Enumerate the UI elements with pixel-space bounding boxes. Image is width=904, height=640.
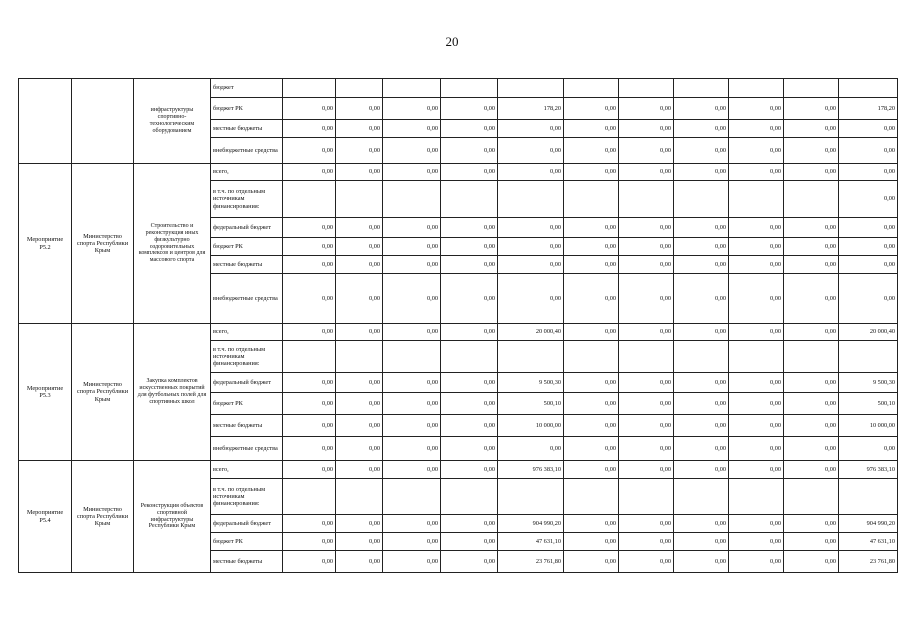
amount-cell: 0,00 bbox=[784, 461, 839, 479]
amount-cell bbox=[784, 479, 839, 515]
amount-cell: 0,00 bbox=[619, 120, 674, 138]
amount-cell bbox=[839, 79, 898, 98]
amount-cell bbox=[619, 79, 674, 98]
amount-cell: 0,00 bbox=[283, 415, 336, 437]
amount-cell: 0,00 bbox=[564, 324, 619, 341]
amount-cell bbox=[729, 181, 784, 218]
amount-cell: 0,00 bbox=[441, 256, 498, 274]
amount-cell: 0,00 bbox=[498, 218, 564, 238]
amount-cell: 0,00 bbox=[674, 515, 729, 533]
amount-cell: 23 761,80 bbox=[839, 551, 898, 573]
amount-cell: 0,00 bbox=[564, 238, 619, 256]
responsible-cell: Министерство спорта Республики Крым bbox=[72, 164, 134, 324]
amount-cell bbox=[283, 181, 336, 218]
amount-cell: 0,00 bbox=[619, 415, 674, 437]
funding-source-cell: в т.ч. по отдельным источникам финансирования: bbox=[211, 341, 283, 373]
amount-cell: 0,00 bbox=[441, 437, 498, 461]
amount-cell: 976 383,10 bbox=[498, 461, 564, 479]
amount-cell bbox=[729, 479, 784, 515]
amount-cell: 0,00 bbox=[729, 393, 784, 415]
amount-cell: 0,00 bbox=[441, 415, 498, 437]
amount-cell: 0,00 bbox=[283, 373, 336, 393]
amount-cell: 0,00 bbox=[283, 98, 336, 120]
amount-cell: 0,00 bbox=[619, 373, 674, 393]
amount-cell: 0,00 bbox=[383, 164, 441, 181]
amount-cell: 0,00 bbox=[564, 393, 619, 415]
amount-cell bbox=[336, 181, 383, 218]
amount-cell: 0,00 bbox=[336, 274, 383, 324]
amount-cell: 0,00 bbox=[619, 256, 674, 274]
amount-cell: 0,00 bbox=[839, 164, 898, 181]
measure-code-cell bbox=[19, 79, 72, 164]
funding-source-cell: местные бюджеты bbox=[211, 415, 283, 437]
measure-name-cell: Строительство и реконструкция иных физкультурно оздоровительных комплексов и центров для массового спорта bbox=[134, 164, 211, 324]
amount-cell: 0,00 bbox=[839, 138, 898, 164]
amount-cell: 23 761,80 bbox=[498, 551, 564, 573]
amount-cell: 0,00 bbox=[839, 274, 898, 324]
amount-cell bbox=[383, 341, 441, 373]
amount-cell: 0,00 bbox=[564, 437, 619, 461]
amount-cell: 500,10 bbox=[839, 393, 898, 415]
amount-cell: 0,00 bbox=[729, 120, 784, 138]
amount-cell: 0,00 bbox=[619, 393, 674, 415]
amount-cell: 0,00 bbox=[839, 181, 898, 218]
table-row bbox=[19, 79, 898, 98]
amount-cell: 0,00 bbox=[729, 515, 784, 533]
amount-cell: 0,00 bbox=[674, 218, 729, 238]
amount-cell: 0,00 bbox=[383, 373, 441, 393]
amount-cell: 0,00 bbox=[619, 98, 674, 120]
financing-table bbox=[18, 78, 898, 573]
amount-cell: 0,00 bbox=[839, 120, 898, 138]
funding-source-cell: бюджет РК bbox=[211, 533, 283, 551]
responsible-cell bbox=[72, 79, 134, 164]
amount-cell: 0,00 bbox=[784, 324, 839, 341]
amount-cell: 0,00 bbox=[619, 164, 674, 181]
amount-cell: 0,00 bbox=[441, 98, 498, 120]
amount-cell: 0,00 bbox=[383, 461, 441, 479]
amount-cell: 0,00 bbox=[674, 238, 729, 256]
amount-cell: 0,00 bbox=[564, 415, 619, 437]
amount-cell: 0,00 bbox=[619, 437, 674, 461]
amount-cell: 47 631,10 bbox=[498, 533, 564, 551]
amount-cell: 0,00 bbox=[564, 373, 619, 393]
amount-cell: 0,00 bbox=[619, 218, 674, 238]
amount-cell: 0,00 bbox=[784, 238, 839, 256]
amount-cell bbox=[564, 479, 619, 515]
amount-cell: 0,00 bbox=[336, 533, 383, 551]
amount-cell: 0,00 bbox=[336, 551, 383, 573]
amount-cell: 0,00 bbox=[729, 461, 784, 479]
amount-cell: 0,00 bbox=[619, 324, 674, 341]
amount-cell: 0,00 bbox=[383, 218, 441, 238]
measure-name-cell: инфраструктуры спортивно-технологическим оборудованием bbox=[134, 79, 211, 164]
amount-cell: 0,00 bbox=[839, 238, 898, 256]
amount-cell: 904 990,20 bbox=[498, 515, 564, 533]
amount-cell: 0,00 bbox=[784, 515, 839, 533]
amount-cell: 0,00 bbox=[441, 533, 498, 551]
funding-source-cell: в т.ч. по отдельным источникам финансирования: bbox=[211, 479, 283, 515]
amount-cell: 0,00 bbox=[674, 437, 729, 461]
amount-cell: 0,00 bbox=[283, 218, 336, 238]
table-row bbox=[19, 324, 898, 341]
amount-cell: 0,00 bbox=[498, 274, 564, 324]
funding-source-cell: местные бюджеты bbox=[211, 120, 283, 138]
amount-cell: 0,00 bbox=[729, 551, 784, 573]
amount-cell: 0,00 bbox=[564, 274, 619, 324]
funding-source-cell: в т.ч. по отдельным источникам финансирования: bbox=[211, 181, 283, 218]
amount-cell bbox=[441, 341, 498, 373]
amount-cell: 0,00 bbox=[383, 238, 441, 256]
amount-cell bbox=[498, 181, 564, 218]
amount-cell bbox=[336, 479, 383, 515]
amount-cell: 10 000,00 bbox=[498, 415, 564, 437]
amount-cell bbox=[674, 341, 729, 373]
amount-cell: 0,00 bbox=[784, 120, 839, 138]
funding-source-cell: бюджет РК bbox=[211, 238, 283, 256]
amount-cell: 0,00 bbox=[674, 138, 729, 164]
amount-cell: 0,00 bbox=[336, 120, 383, 138]
amount-cell: 0,00 bbox=[564, 256, 619, 274]
amount-cell bbox=[283, 341, 336, 373]
amount-cell: 0,00 bbox=[336, 164, 383, 181]
amount-cell: 0,00 bbox=[383, 393, 441, 415]
amount-cell bbox=[441, 181, 498, 218]
amount-cell: 0,00 bbox=[336, 461, 383, 479]
funding-source-cell: местные бюджеты bbox=[211, 551, 283, 573]
amount-cell: 0,00 bbox=[674, 324, 729, 341]
funding-source-cell: федеральный бюджет bbox=[211, 373, 283, 393]
amount-cell bbox=[564, 79, 619, 98]
amount-cell: 0,00 bbox=[336, 256, 383, 274]
amount-cell: 178,20 bbox=[498, 98, 564, 120]
funding-source-cell: внебюджетные средства bbox=[211, 437, 283, 461]
amount-cell: 0,00 bbox=[729, 274, 784, 324]
funding-source-cell: всего, bbox=[211, 461, 283, 479]
amount-cell: 0,00 bbox=[839, 437, 898, 461]
amount-cell: 0,00 bbox=[383, 138, 441, 164]
amount-cell bbox=[729, 341, 784, 373]
funding-source-cell: внебюджетные средства bbox=[211, 274, 283, 324]
amount-cell: 0,00 bbox=[383, 551, 441, 573]
amount-cell: 0,00 bbox=[336, 98, 383, 120]
amount-cell: 0,00 bbox=[383, 437, 441, 461]
amount-cell bbox=[383, 479, 441, 515]
amount-cell: 0,00 bbox=[498, 120, 564, 138]
amount-cell bbox=[441, 479, 498, 515]
amount-cell: 0,00 bbox=[283, 393, 336, 415]
amount-cell: 0,00 bbox=[383, 98, 441, 120]
amount-cell: 0,00 bbox=[283, 461, 336, 479]
amount-cell: 0,00 bbox=[619, 515, 674, 533]
amount-cell: 0,00 bbox=[674, 533, 729, 551]
funding-source-cell: всего, bbox=[211, 164, 283, 181]
amount-cell: 904 990,20 bbox=[839, 515, 898, 533]
amount-cell bbox=[336, 79, 383, 98]
amount-cell bbox=[564, 341, 619, 373]
responsible-cell: Министерство спорта Республики Крым bbox=[72, 324, 134, 461]
amount-cell: 0,00 bbox=[441, 324, 498, 341]
amount-cell: 0,00 bbox=[336, 324, 383, 341]
amount-cell bbox=[674, 79, 729, 98]
amount-cell: 0,00 bbox=[336, 393, 383, 415]
amount-cell: 0,00 bbox=[283, 274, 336, 324]
amount-cell: 0,00 bbox=[336, 437, 383, 461]
amount-cell: 0,00 bbox=[674, 98, 729, 120]
amount-cell: 0,00 bbox=[383, 274, 441, 324]
amount-cell bbox=[619, 479, 674, 515]
amount-cell: 500,10 bbox=[498, 393, 564, 415]
funding-source-cell: местные бюджеты bbox=[211, 256, 283, 274]
amount-cell: 47 631,10 bbox=[839, 533, 898, 551]
amount-cell: 0,00 bbox=[441, 393, 498, 415]
amount-cell bbox=[729, 79, 784, 98]
amount-cell: 0,00 bbox=[283, 164, 336, 181]
amount-cell: 0,00 bbox=[674, 164, 729, 181]
amount-cell: 0,00 bbox=[784, 373, 839, 393]
amount-cell: 0,00 bbox=[784, 437, 839, 461]
table-body bbox=[19, 79, 898, 573]
amount-cell: 0,00 bbox=[336, 238, 383, 256]
amount-cell: 0,00 bbox=[336, 515, 383, 533]
amount-cell: 0,00 bbox=[383, 324, 441, 341]
funding-source-cell: бюджет РК bbox=[211, 98, 283, 120]
amount-cell: 0,00 bbox=[441, 138, 498, 164]
amount-cell bbox=[498, 479, 564, 515]
measure-code-cell: Мероприятие P5.4 bbox=[19, 461, 72, 573]
amount-cell: 0,00 bbox=[383, 533, 441, 551]
amount-cell: 0,00 bbox=[784, 393, 839, 415]
amount-cell: 0,00 bbox=[674, 393, 729, 415]
page-number: 20 bbox=[445, 34, 459, 49]
amount-cell: 0,00 bbox=[283, 138, 336, 164]
amount-cell: 0,00 bbox=[441, 164, 498, 181]
amount-cell: 0,00 bbox=[283, 238, 336, 256]
amount-cell: 0,00 bbox=[336, 138, 383, 164]
amount-cell: 0,00 bbox=[283, 533, 336, 551]
amount-cell: 0,00 bbox=[441, 218, 498, 238]
amount-cell bbox=[383, 79, 441, 98]
amount-cell: 0,00 bbox=[839, 256, 898, 274]
amount-cell: 0,00 bbox=[784, 256, 839, 274]
funding-source-cell: федеральный бюджет bbox=[211, 515, 283, 533]
amount-cell: 0,00 bbox=[729, 218, 784, 238]
amount-cell: 0,00 bbox=[564, 461, 619, 479]
amount-cell: 0,00 bbox=[674, 256, 729, 274]
amount-cell: 976 383,10 bbox=[839, 461, 898, 479]
amount-cell bbox=[498, 341, 564, 373]
amount-cell: 0,00 bbox=[283, 437, 336, 461]
amount-cell: 0,00 bbox=[564, 533, 619, 551]
amount-cell: 0,00 bbox=[564, 120, 619, 138]
amount-cell: 0,00 bbox=[564, 515, 619, 533]
amount-cell: 0,00 bbox=[729, 324, 784, 341]
amount-cell bbox=[784, 181, 839, 218]
amount-cell: 0,00 bbox=[619, 238, 674, 256]
amount-cell: 9 500,30 bbox=[839, 373, 898, 393]
amount-cell: 20 000,40 bbox=[839, 324, 898, 341]
amount-cell: 9 500,30 bbox=[498, 373, 564, 393]
amount-cell: 0,00 bbox=[564, 551, 619, 573]
amount-cell: 0,00 bbox=[564, 138, 619, 164]
amount-cell: 0,00 bbox=[619, 551, 674, 573]
amount-cell: 0,00 bbox=[283, 256, 336, 274]
amount-cell: 0,00 bbox=[498, 164, 564, 181]
amount-cell: 0,00 bbox=[674, 373, 729, 393]
amount-cell: 0,00 bbox=[729, 415, 784, 437]
funding-source-cell: бюджет bbox=[211, 79, 283, 98]
table-row bbox=[19, 164, 898, 181]
amount-cell: 0,00 bbox=[283, 515, 336, 533]
amount-cell: 0,00 bbox=[784, 218, 839, 238]
amount-cell: 0,00 bbox=[383, 515, 441, 533]
amount-cell: 0,00 bbox=[441, 238, 498, 256]
amount-cell: 0,00 bbox=[784, 415, 839, 437]
amount-cell: 0,00 bbox=[564, 164, 619, 181]
amount-cell bbox=[336, 341, 383, 373]
funding-source-cell: федеральный бюджет bbox=[211, 218, 283, 238]
amount-cell bbox=[619, 341, 674, 373]
amount-cell bbox=[383, 181, 441, 218]
amount-cell: 0,00 bbox=[498, 437, 564, 461]
amount-cell: 0,00 bbox=[729, 533, 784, 551]
funding-source-cell: внебюджетные средства bbox=[211, 138, 283, 164]
amount-cell bbox=[498, 79, 564, 98]
amount-cell bbox=[441, 79, 498, 98]
amount-cell: 0,00 bbox=[619, 461, 674, 479]
amount-cell: 0,00 bbox=[441, 461, 498, 479]
amount-cell bbox=[619, 181, 674, 218]
amount-cell: 0,00 bbox=[283, 324, 336, 341]
amount-cell: 0,00 bbox=[383, 256, 441, 274]
amount-cell: 0,00 bbox=[564, 98, 619, 120]
amount-cell bbox=[784, 79, 839, 98]
amount-cell: 0,00 bbox=[729, 164, 784, 181]
table-row bbox=[19, 461, 898, 479]
amount-cell: 0,00 bbox=[674, 120, 729, 138]
amount-cell: 0,00 bbox=[564, 218, 619, 238]
amount-cell: 0,00 bbox=[441, 551, 498, 573]
responsible-cell: Министерство спорта Республики Крым bbox=[72, 461, 134, 573]
amount-cell bbox=[564, 181, 619, 218]
amount-cell: 0,00 bbox=[784, 98, 839, 120]
amount-cell: 0,00 bbox=[441, 373, 498, 393]
amount-cell bbox=[283, 79, 336, 98]
amount-cell: 0,00 bbox=[674, 274, 729, 324]
amount-cell: 0,00 bbox=[784, 551, 839, 573]
amount-cell bbox=[674, 181, 729, 218]
amount-cell: 0,00 bbox=[498, 238, 564, 256]
amount-cell: 0,00 bbox=[729, 238, 784, 256]
amount-cell: 0,00 bbox=[729, 373, 784, 393]
amount-cell: 0,00 bbox=[283, 551, 336, 573]
amount-cell: 0,00 bbox=[784, 533, 839, 551]
amount-cell: 0,00 bbox=[441, 515, 498, 533]
amount-cell: 0,00 bbox=[619, 138, 674, 164]
amount-cell: 0,00 bbox=[674, 461, 729, 479]
measure-name-cell: Реконструкция объектов спортивной инфраструктуры Республики Крым bbox=[134, 461, 211, 573]
amount-cell: 0,00 bbox=[784, 138, 839, 164]
amount-cell bbox=[283, 479, 336, 515]
amount-cell: 0,00 bbox=[336, 373, 383, 393]
amount-cell: 0,00 bbox=[729, 256, 784, 274]
amount-cell: 0,00 bbox=[336, 415, 383, 437]
amount-cell bbox=[839, 479, 898, 515]
amount-cell: 178,20 bbox=[839, 98, 898, 120]
amount-cell: 0,00 bbox=[674, 415, 729, 437]
amount-cell: 0,00 bbox=[784, 164, 839, 181]
amount-cell: 0,00 bbox=[498, 256, 564, 274]
amount-cell: 0,00 bbox=[283, 120, 336, 138]
amount-cell: 0,00 bbox=[336, 218, 383, 238]
amount-cell bbox=[839, 341, 898, 373]
amount-cell: 0,00 bbox=[619, 274, 674, 324]
amount-cell: 10 000,00 bbox=[839, 415, 898, 437]
amount-cell: 0,00 bbox=[839, 218, 898, 238]
measure-name-cell: Закупка комплектов искусственных покрытий для футбольных полей для спортивных школ bbox=[134, 324, 211, 461]
funding-source-cell: всего, bbox=[211, 324, 283, 341]
amount-cell: 0,00 bbox=[441, 120, 498, 138]
amount-cell: 20 000,40 bbox=[498, 324, 564, 341]
amount-cell: 0,00 bbox=[498, 138, 564, 164]
amount-cell: 0,00 bbox=[383, 120, 441, 138]
amount-cell: 0,00 bbox=[784, 274, 839, 324]
amount-cell: 0,00 bbox=[441, 274, 498, 324]
amount-cell: 0,00 bbox=[729, 98, 784, 120]
measure-code-cell: Мероприятие P5.3 bbox=[19, 324, 72, 461]
amount-cell: 0,00 bbox=[674, 551, 729, 573]
amount-cell bbox=[784, 341, 839, 373]
measure-code-cell: Мероприятие P5.2 bbox=[19, 164, 72, 324]
amount-cell: 0,00 bbox=[619, 533, 674, 551]
amount-cell bbox=[674, 479, 729, 515]
amount-cell: 0,00 bbox=[383, 415, 441, 437]
funding-source-cell: бюджет РК bbox=[211, 393, 283, 415]
amount-cell: 0,00 bbox=[729, 437, 784, 461]
amount-cell: 0,00 bbox=[729, 138, 784, 164]
